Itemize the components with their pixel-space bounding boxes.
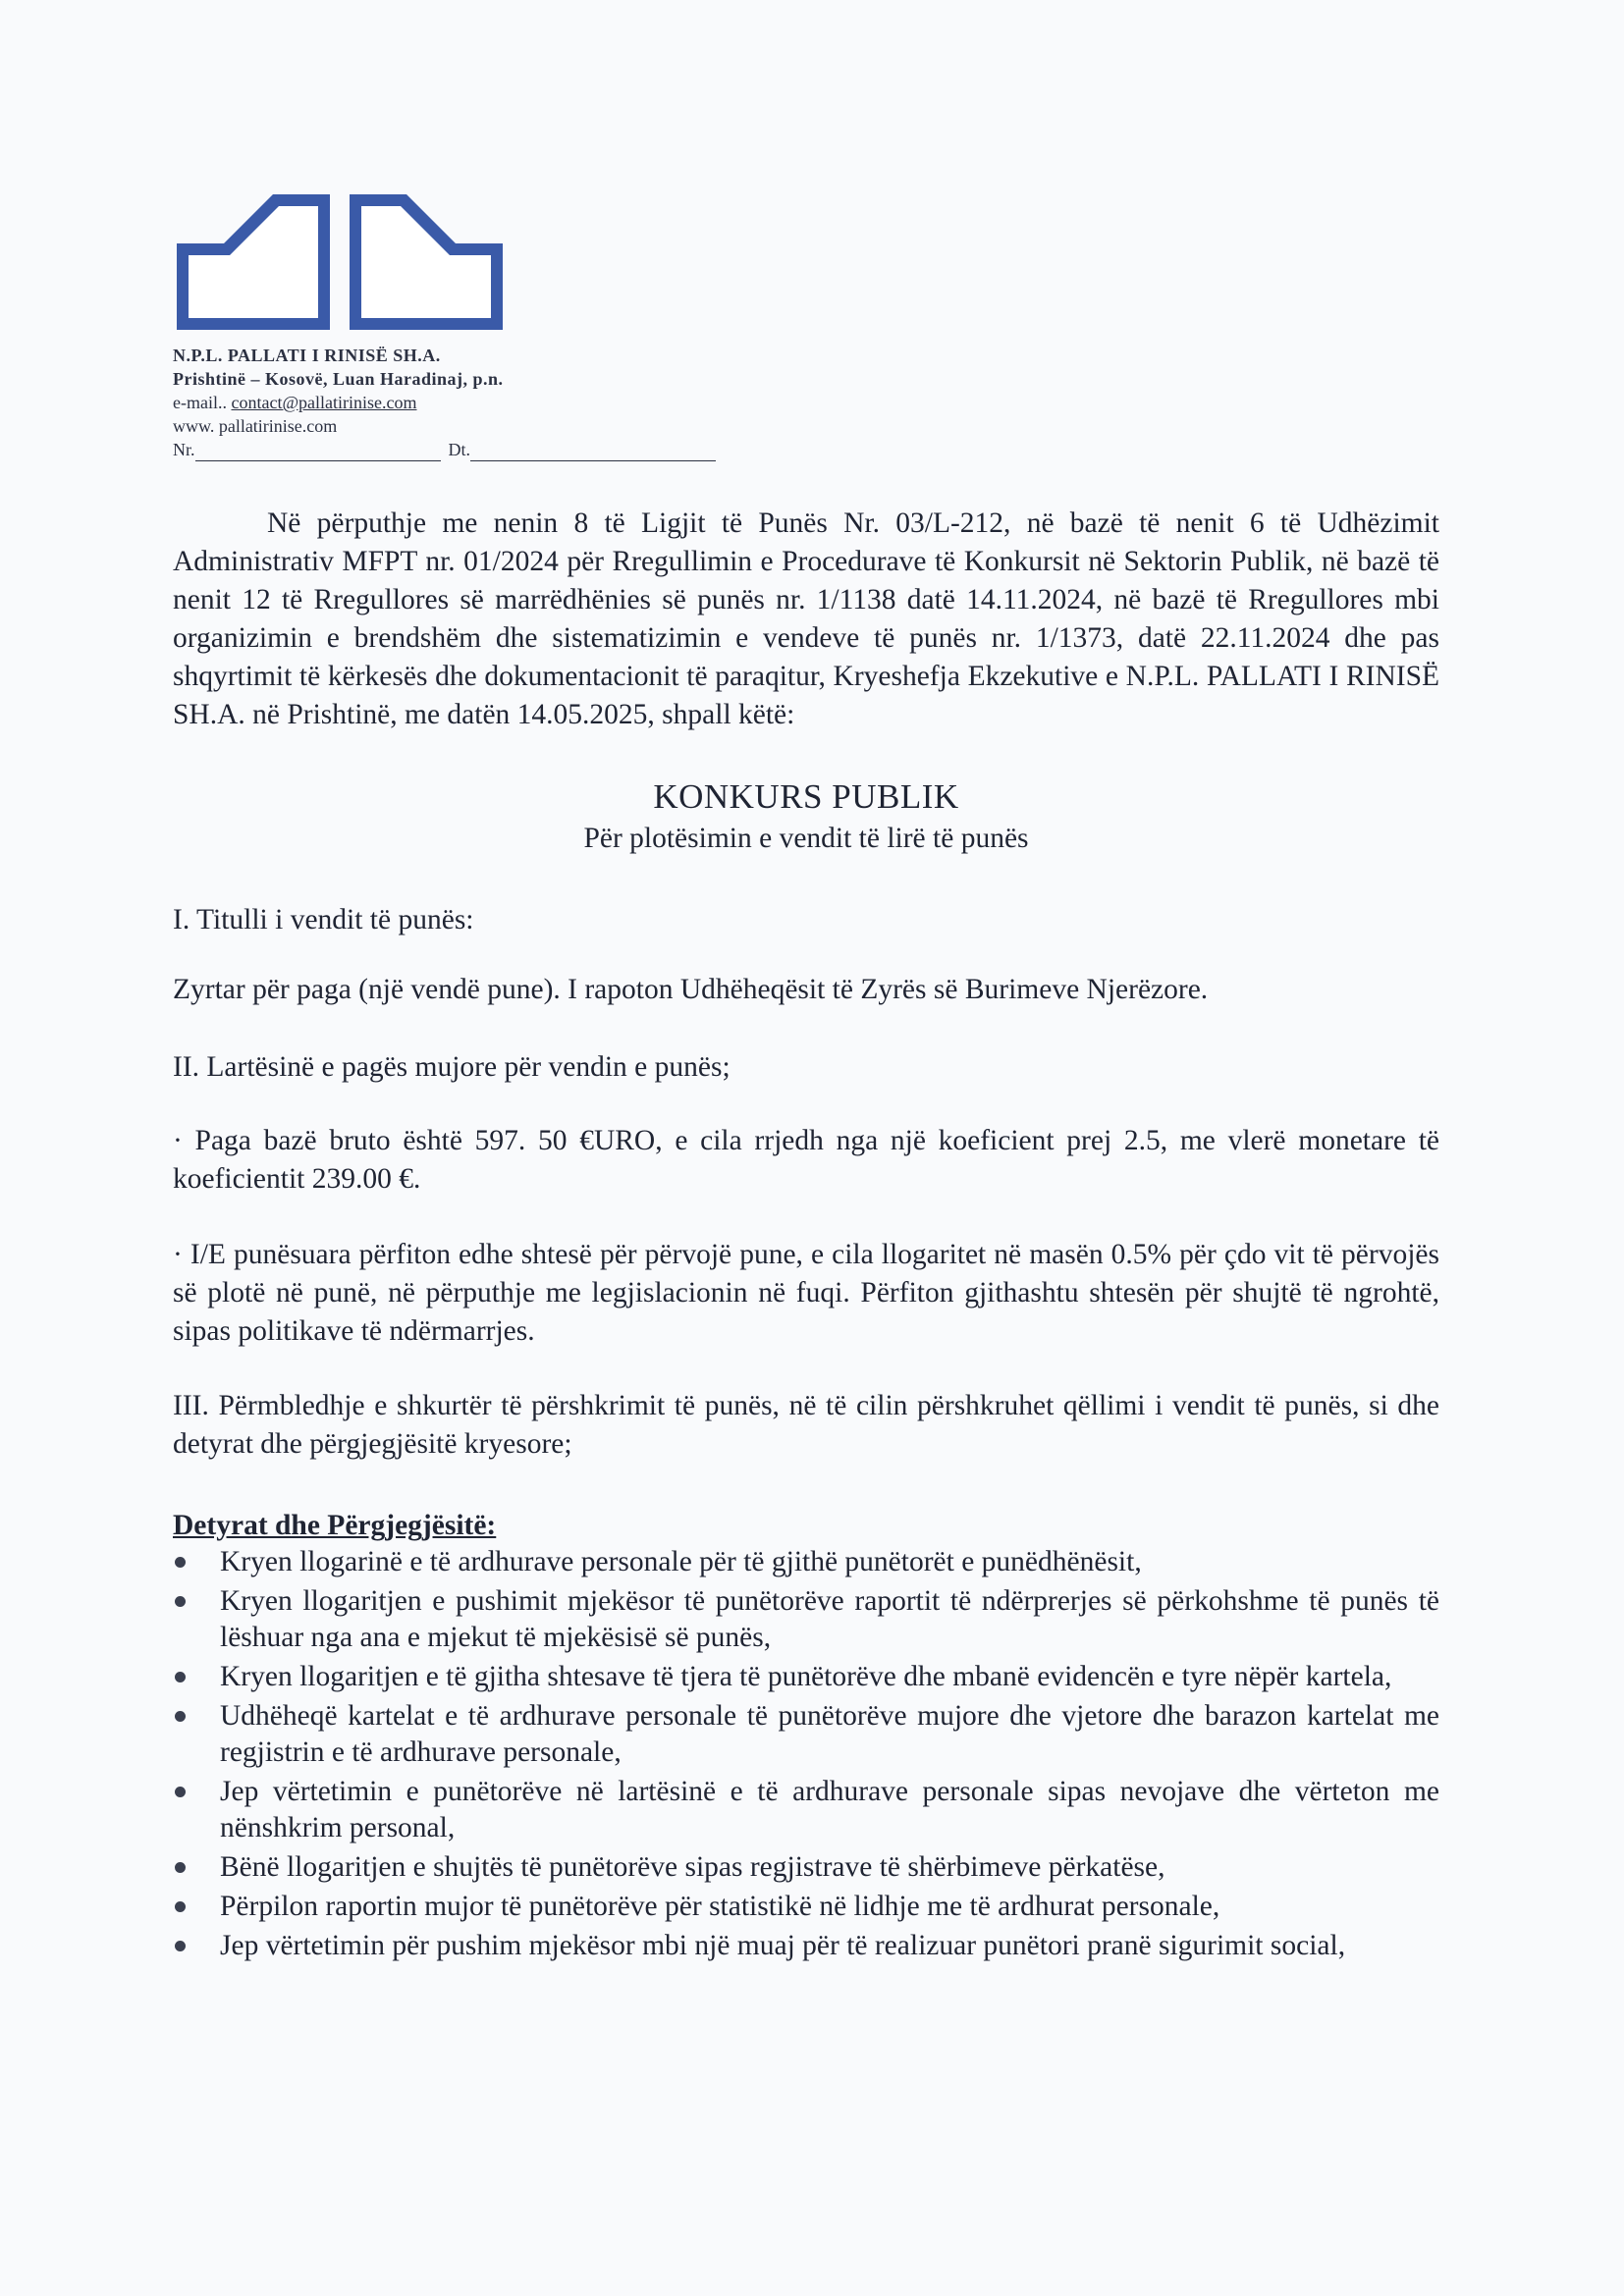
list-item-text: Udhëheqë kartelat e të ardhurave personale të punëtorëve mujore dhe vjetore dhe barazon kartelat me regjistrin e të ardhurave personale,: [220, 1700, 1439, 1768]
section2-item2: · I/E punësuara përfiton edhe shtesë për përvojë pune, e cila llogaritet në masën 0.5% për çdo vit të përvojës së plotë në punë, në përputhje me legjislacionin në fuqi. Përfiton gjithashtu shtesën për shujtë të ngrohtë, sipas politikave të ndërmarrjes.: [173, 1239, 1439, 1347]
section1-text: Zyrtar për paga (një vendë pune). I rapoton Udhëheqësit të Zyrës së Burimeve Njerëzore.: [173, 974, 1209, 1005]
list-item-text: Kryen llogarinë e të ardhurave personale për të gjithë punëtorët e punëdhënësit,: [220, 1546, 1142, 1577]
bullet-icon: [175, 1557, 186, 1568]
nr-label: Nr.: [173, 440, 195, 459]
list-item-text: Kryen llogaritjen e pushimit mjekësor të punëtorëve raportit të ndërprerjes së përkohshme të punës të lëshuar nga ana e mjekut të mjekësisë së punës,: [220, 1585, 1439, 1653]
list-item: [173, 1774, 1439, 1846]
list-item-text: Përpilon raportin mujor të punëtorëve për statistikë në lidhje me të ardhurat personale,: [220, 1891, 1220, 1922]
bullet-icon: [175, 1596, 186, 1607]
list-item: [173, 1849, 1439, 1886]
bullet-icon: [175, 1672, 186, 1682]
list-item: [173, 1583, 1439, 1656]
duties-heading: Detyrat dhe Përgjegjësitë:: [173, 1510, 497, 1541]
bullet-icon: [175, 1711, 186, 1722]
bullet-icon: [175, 1862, 186, 1873]
list-item: [173, 1659, 1439, 1695]
org-address: Prishtinë – Kosovë, Luan Haradinaj, p.n.: [173, 369, 504, 389]
bullet-icon: [175, 1941, 186, 1951]
company-logo: [173, 187, 507, 334]
intro-paragraph: Në përputhje me nenin 8 të Ligjit të Punës Nr. 03/L-212, në bazë të nenit 6 të Udhëzimit Administrativ MFPT nr. 01/2024 për Rregullimin e Procedurave të Konkursit në Sektorin Publik, në bazë të nenit 12 të Rregullores së marrëdhënies së punës nr. 1/1138 datë 14.11.2024, në bazë të Rregullores mbi organizimin e brendshëm dhe sistematizimin e vendeve të punës nr. 1/1373, datë 22.11.2024 dhe pas shqyrtimit të kërkesës dhe dokumentacionit të paraqitur, Kryeshefja Ekzekutive e N.P.L. PALLATI I RINISË SH.A. në Prishtinë, me datën 14.05.2025, shpall këtë:: [173, 507, 1439, 730]
page-subtitle: Për plotësimin e vendit të lirë të punës: [583, 823, 1029, 854]
email-line: [173, 391, 716, 414]
bullet-icon: [175, 1901, 186, 1912]
organization-info: [173, 344, 716, 461]
duties-list: [173, 1544, 1439, 1967]
website[interactable]: www. pallatirinise.com: [173, 416, 338, 436]
list-item-text: Jep vërtetimin e punëtorëve në lartësinë e të ardhurave personale sipas nevojave dhe vërteton me nënshkrim personal,: [220, 1776, 1439, 1843]
title-block: [173, 775, 1439, 858]
dt-blank: [470, 443, 716, 461]
list-item: [173, 1698, 1439, 1771]
email-link[interactable]: contact@pallatirinise.com: [231, 393, 417, 412]
section3-heading: III. Përmbledhje e shkurtër të përshkrimit të punës, në të cilin përshkruhet qëllimi i vendit të punës, si dhe detyrat dhe përgjegjësitë kryesore;: [173, 1390, 1439, 1460]
list-item-text: Kryen llogaritjen e të gjitha shtesave të tjera të punëtorëve dhe mbanë evidencën e tyre nëpër kartela,: [220, 1661, 1392, 1692]
nr-blank: [195, 443, 441, 461]
list-item-text: Jep vërtetimin për pushim mjekësor mbi një muaj për të realizuar punëtori pranë sigurimit social,: [220, 1930, 1346, 1961]
section1-heading: I. Titulli i vendit të punës:: [173, 904, 474, 935]
bullet-icon: [175, 1787, 186, 1797]
dt-label: Dt.: [448, 440, 470, 459]
list-item-text: Bënë llogaritjen e shujtës të punëtorëve sipas regjistrave të shërbimeve përkatëse,: [220, 1851, 1165, 1883]
page-title: KONKURS PUBLIK: [653, 777, 959, 816]
section2-heading: II. Lartësinë e pagës mujore për vendin e punës;: [173, 1051, 731, 1083]
org-name: N.P.L. PALLATI I RINISË SH.A.: [173, 346, 441, 365]
reference-line: [173, 438, 716, 461]
list-item: [173, 1928, 1439, 1964]
email-label: e-mail..: [173, 393, 232, 412]
list-item: [173, 1544, 1439, 1580]
section2-item1: · Paga bazë bruto është 597. 50 €URO, e cila rrjedh nga një koeficient prej 2.5, me vlerë monetare të koeficientit 239.00 €.: [173, 1125, 1439, 1195]
list-item: [173, 1889, 1439, 1925]
